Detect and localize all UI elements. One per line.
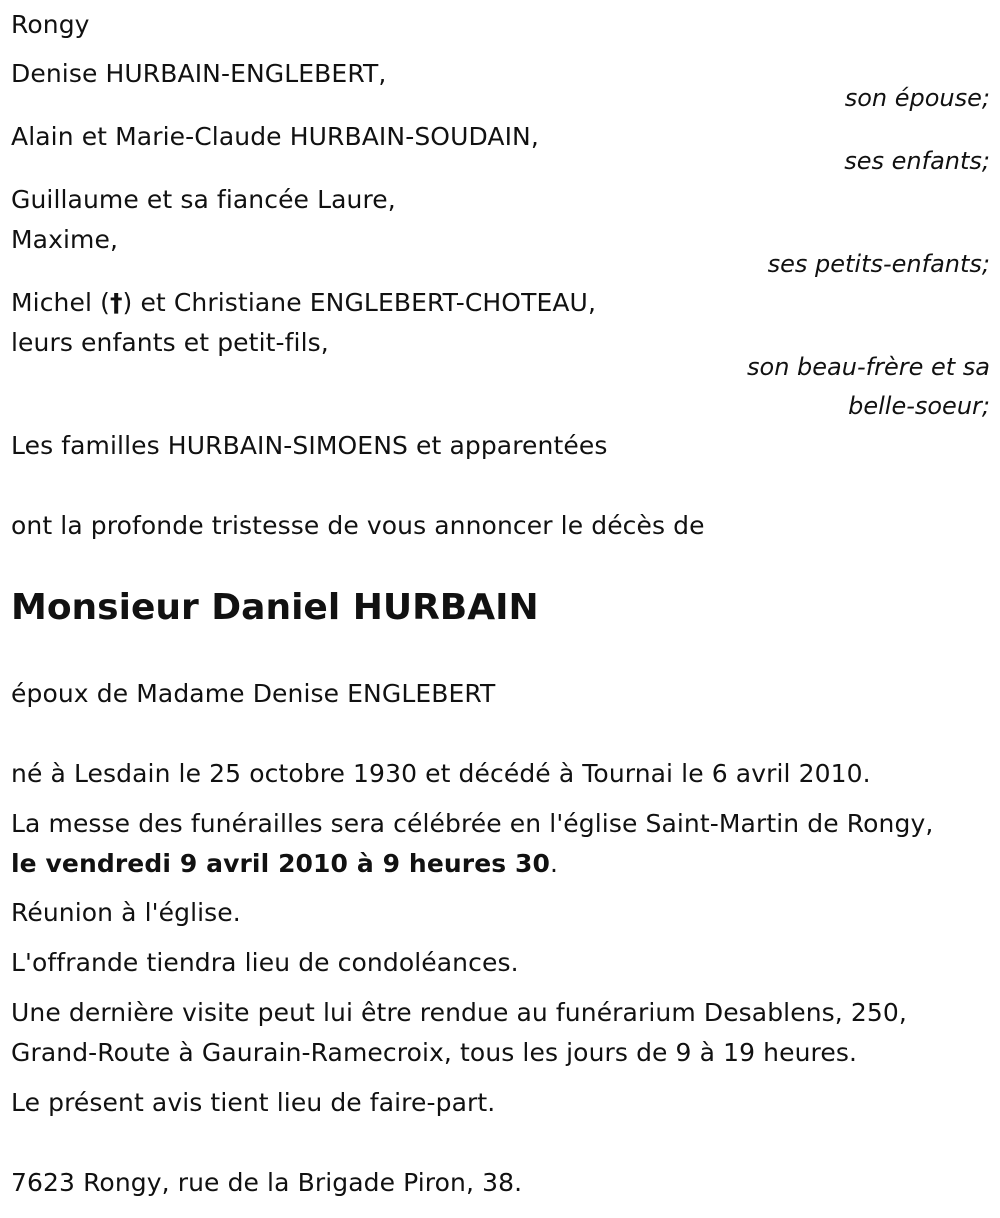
visit-line-2: Grand-Route à Gaurain-Ramecroix, tous les jours de 9 à 19 heures.	[11, 1038, 857, 1067]
mass-date-line	[11, 848, 558, 880]
announcement-intro: ont la profonde tristesse de vous annoncer le décès de	[11, 511, 705, 540]
notice-line: Le présent avis tient lieu de faire-part.	[11, 1088, 496, 1117]
inlaws-suffix: ) et Christiane ENGLEBERT-CHOTEAU,	[122, 288, 597, 317]
inlaws-line-1	[11, 287, 596, 319]
mass-date-end: .	[550, 849, 559, 878]
inlaws-prefix: Michel (	[11, 288, 110, 317]
inlaws-line-2: leurs enfants et petit-fils,	[11, 328, 329, 357]
grandchildren-role: ses petits-enfants;	[767, 250, 990, 278]
birth-death-line: né à Lesdain le 25 octobre 1930 et décédé à Tournai le 6 avril 2010.	[11, 759, 871, 788]
meeting-line: Réunion à l'église.	[11, 898, 241, 927]
other-families: Les familles HURBAIN-SIMOENS et apparentées	[11, 431, 608, 460]
offering-line: L'offrande tiendra lieu de condoléances.	[11, 948, 519, 977]
inlaws-role-line-1: son beau-frère et sa	[747, 353, 990, 381]
grandchild-line-2: Maxime,	[11, 225, 119, 254]
children-role: ses enfants;	[844, 147, 990, 175]
mass-date: le vendredi 9 avril 2010 à 9 heures 30	[11, 849, 551, 878]
address-line: 7623 Rongy, rue de la Brigade Piron, 38.	[11, 1168, 523, 1197]
inlaws-role-line-2: belle-soeur;	[848, 392, 990, 420]
spouse-of-line: époux de Madame Denise ENGLEBERT	[11, 679, 496, 708]
mass-line: La messe des funérailles sera célébrée en l'église Saint-Martin de Rongy,	[11, 809, 934, 838]
grandchild-line-1: Guillaume et sa fiancée Laure,	[11, 185, 396, 214]
place-heading: Rongy	[11, 10, 90, 39]
deceased-name: Monsieur Daniel HURBAIN	[11, 587, 539, 628]
spouse-name: Denise HURBAIN-ENGLEBERT,	[11, 59, 387, 88]
children-names: Alain et Marie-Claude HURBAIN-SOUDAIN,	[11, 122, 539, 151]
spouse-role: son épouse;	[844, 84, 990, 112]
cross-icon: †	[109, 288, 123, 317]
visit-line-1: Une dernière visite peut lui être rendue au funérarium Desablens, 250,	[11, 998, 907, 1027]
